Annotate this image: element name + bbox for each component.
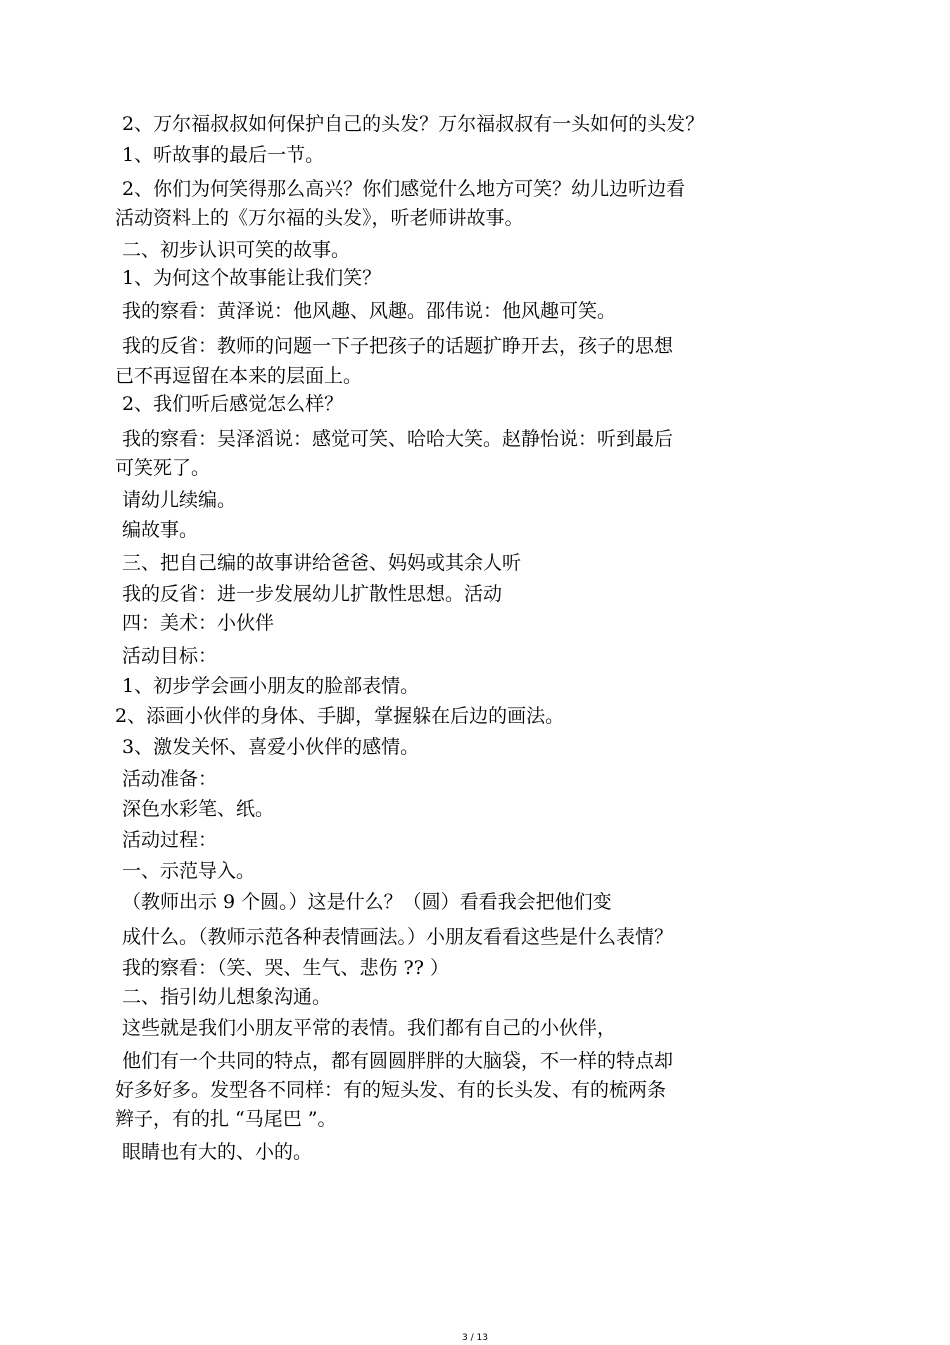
text-line: 他们有一个共同的特点，都有圆圆胖胖的大脑袋，不一样的特点却 [122, 1050, 674, 1072]
text-line: 我的察看：（笑、哭、生气、悲伤 ?? ） [122, 957, 449, 979]
text-line: 已不再逗留在本来的层面上。 [115, 365, 363, 387]
text-line: （教师出示 9 个圆。）这是什么？（圆）看看我会把他们变 [122, 891, 612, 913]
text-line: 活动准备： [122, 768, 218, 790]
text-line: 2、万尔福叔叔如何保护自己的头发？万尔福叔叔有一头如何的头发？ [122, 113, 705, 135]
text-line: 二、初步认识可笑的故事。 [122, 239, 351, 261]
text-line: 可笑死了。 [115, 457, 211, 479]
text-line: 编故事。 [122, 519, 199, 541]
text-line: 深色水彩笔、纸。 [122, 798, 275, 820]
text-line: 3、激发关怀、喜爱小伙伴的感情。 [122, 736, 420, 758]
text-line: 我的反省：教师的问题一下子把孩子的话题扩睁开去，孩子的思想 [122, 335, 674, 357]
text-line: 我的察看：黄泽说：他风趣、风趣。邵伟说：他风趣可笑。 [122, 300, 617, 322]
text-line: 1、为何这个故事能让我们笑？ [122, 267, 382, 289]
text-line: 2、我们听后感觉怎么样？ [122, 393, 344, 415]
text-line: 我的察看：吴泽滔说：感觉可笑、哈哈大笑。赵静怡说：听到最后 [122, 428, 674, 450]
text-line: 1、初步学会画小朋友的脸部表情。 [122, 675, 420, 697]
text-line: 我的反省：进一步发展幼儿扩散性思想。活动 [122, 583, 503, 605]
text-line: 好多好多。发型各不同样：有的短头发、有的长头发、有的梳两条 [115, 1079, 667, 1101]
text-line: 一、示范导入。 [122, 860, 256, 882]
text-line: 2、添画小伙伴的身体、手脚，掌握躲在后边的画法。 [115, 705, 565, 727]
text-line: 三、把自己编的故事讲给爸爸、妈妈或其余人听 [122, 552, 522, 574]
text-line: 成什么。（教师示范各种表情画法。）小朋友看看这些是什么表情？ [122, 926, 674, 948]
text-line: 这些就是我们小朋友平常的表情。我们都有自己的小伙伴， [122, 1017, 617, 1039]
text-line: 1、听故事的最后一节。 [122, 144, 325, 166]
text-line: 活动目标： [122, 645, 218, 667]
page-number: 3 / 13 [462, 1333, 488, 1343]
text-line: 辫子，有的扎 “马尾巴 ”。 [115, 1108, 337, 1130]
text-line: 二、指引幼儿想象沟通。 [122, 986, 332, 1008]
text-line: 四：美术：小伙伴 [122, 612, 275, 634]
text-line: 活动资料上的《万尔福的头发》，听老师讲故事。 [115, 207, 524, 229]
text-line: 请幼儿续编。 [122, 489, 237, 511]
text-line: 眼睛也有大的、小的。 [122, 1141, 313, 1163]
text-line: 活动过程： [122, 829, 218, 851]
text-line: 2、你们为何笑得那么高兴？你们感觉什么地方可笑？幼儿边听边看 [122, 178, 686, 200]
